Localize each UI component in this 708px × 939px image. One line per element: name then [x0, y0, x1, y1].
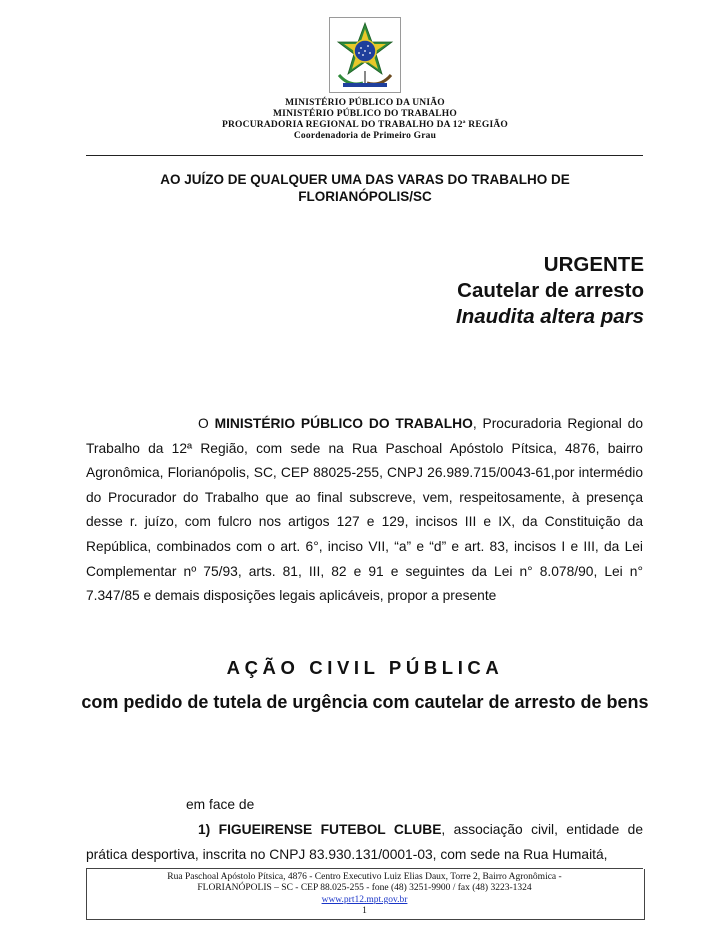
body-paragraph	[86, 412, 643, 609]
defendant-text: , associação civil, entidade de prática desportiva, inscrita no CNPJ 83.930.131/0001-03, com sede na Rua Humaitá,	[86, 822, 643, 862]
defendant-name: 1) FIGUEIRENSE FUTEBOL CLUBE	[198, 822, 442, 837]
coat-of-arms-logo	[329, 17, 401, 93]
urgent-label: URGENTE	[543, 253, 644, 276]
page-number: 1	[362, 906, 367, 916]
em-face-de: em face de	[186, 797, 255, 812]
addressee-line-1: AO JUÍZO DE QUALQUER UMA DAS VARAS DO TRABALHO DE	[160, 172, 570, 187]
footer-address-line-2: FLORIANÓPOLIS – SC - CEP 88.025-255 - fone (48) 3251-9900 / fax (48) 3223-1324	[197, 883, 532, 893]
header-line-ministerio-trabalho: MINISTÉRIO PÚBLICO DO TRABALHO	[273, 109, 457, 119]
header-line-procuradoria: PROCURADORIA REGIONAL DO TRABALHO DA 12ª REGIÃO	[221, 120, 509, 130]
addressee-line-2: FLORIANÓPOLIS/SC	[298, 189, 432, 204]
action-title: AÇÃO CIVIL PÚBLICA	[226, 657, 504, 678]
cautelar-label: Cautelar de arresto	[457, 279, 644, 302]
footer-link-row	[86, 895, 643, 906]
inaudita-label: Inaudita altera pars	[456, 305, 644, 328]
action-subtitle: com pedido de tutela de urgência com cautelar de arresto de bens	[81, 692, 649, 712]
header-line-coordenadoria: Coordenadoria de Primeiro Grau	[293, 131, 437, 141]
body-lead: O	[198, 416, 215, 431]
footer-website-link[interactable]: www.prt12.mpt.gov.br	[321, 895, 408, 905]
body-party: MINISTÉRIO PÚBLICO DO TRABALHO	[214, 416, 473, 431]
body-text: , Procuradoria Regional do Trabalho da 12ª Região, com sede na Rua Paschoal Apóstolo Pítsica, 4876, bairro Agronômica, Florianópolis, SC, CEP 88025-255, CNPJ 26.989.715/0043-61,por intermédio do Procurador do Trabalho que ao final subscreve, vem, respeitosamente, à presença desse r. juízo, com fulcro nos artigos 127 e 129, incisos III e IX, da Constituição da República, combinados com o art. 6°, inciso VII, “a” e “d” e art. 83, incisos I e III, da Lei Complementar nº 75/93, arts. 81, III, 82 e 91 e seguintes da Lei n° 8.078/90, Lei n° 7.347/85 e demais disposições legais aplicáveis, propor a presente	[86, 416, 643, 604]
footer-address-line-1: Rua Paschoal Apóstolo Pítsica, 4876 - Centro Executivo Luiz Elias Daux, Torre 2, Bairro Agronômica -	[167, 872, 562, 882]
header-divider	[86, 155, 643, 156]
defendant-paragraph	[86, 818, 643, 867]
header-line-ministerio-uniao: MINISTÉRIO PÚBLICO DA UNIÃO	[285, 98, 445, 108]
